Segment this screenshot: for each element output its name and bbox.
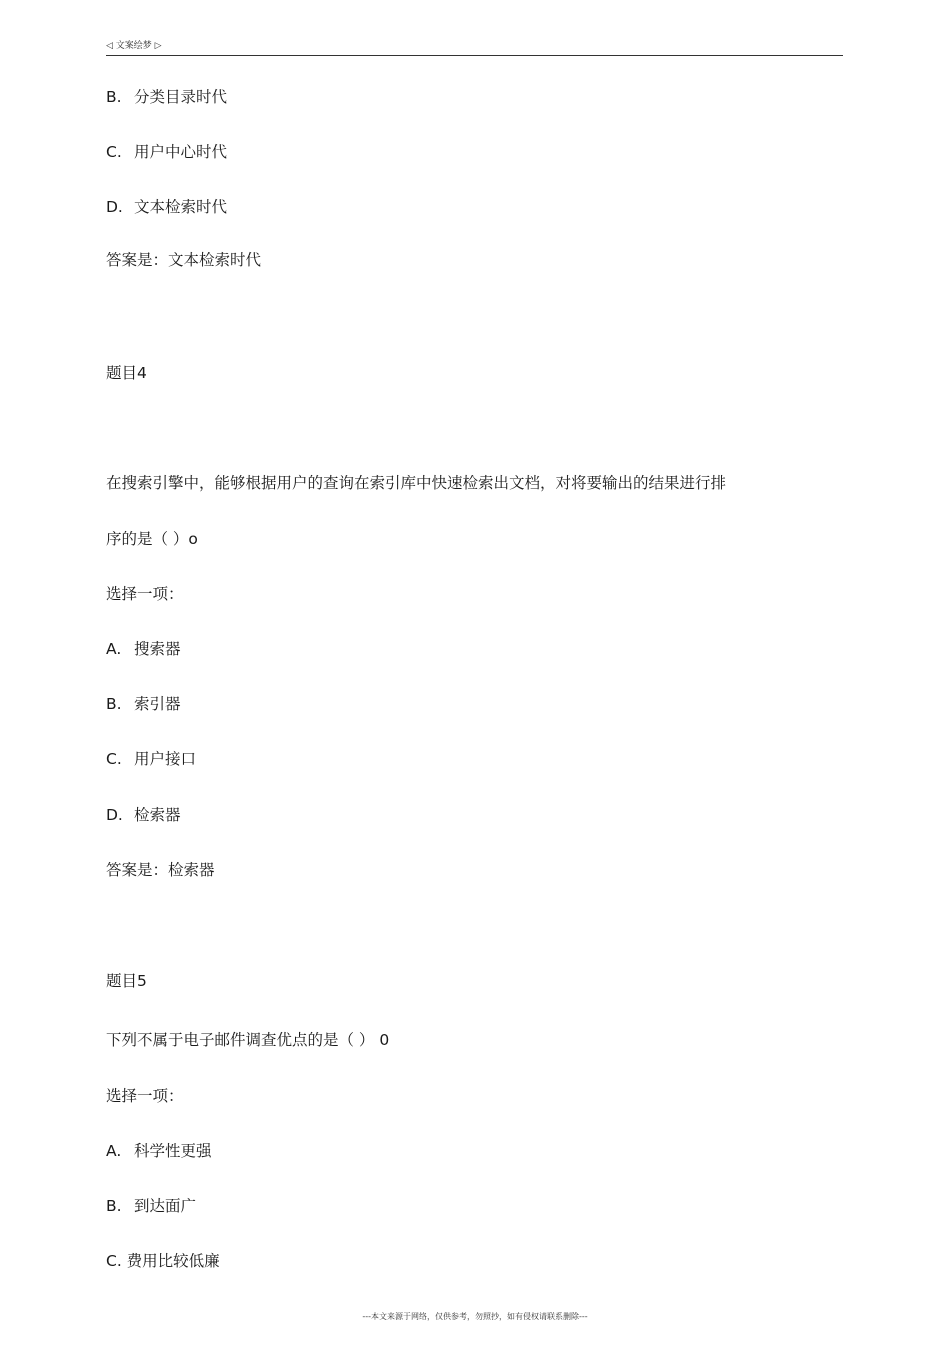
option-c[interactable] xyxy=(106,142,227,162)
option-text: 搜索器 xyxy=(134,640,181,658)
header-text: ◁ 文案绘梦 ▷ xyxy=(106,41,162,51)
option-letter: D. xyxy=(106,806,123,824)
option-letter: B. xyxy=(106,88,122,106)
option-b[interactable] xyxy=(106,1196,196,1216)
option-text: 分类目录时代 xyxy=(134,88,228,106)
option-letter: C. xyxy=(106,750,122,768)
question-stem-line2: 序的是（ ）o xyxy=(106,530,198,548)
question-title: 题目5 xyxy=(106,972,147,990)
question-stem-line1: 在搜索引擎中，能够根据用户的查询在索引库中快速检索出文档，对将要输出的结果进行排 xyxy=(106,474,727,492)
option-text: 用户接口 xyxy=(134,750,197,768)
option-letter: C. xyxy=(106,143,122,161)
question-title: 题目4 xyxy=(106,364,147,382)
option-a[interactable] xyxy=(106,1141,212,1161)
option-letter: D. xyxy=(106,198,123,216)
footer-disclaimer: ---本文来源于网络，仅供参考，勿照抄，如有侵权请联系删除--- xyxy=(362,1312,588,1321)
option-b[interactable] xyxy=(106,87,227,107)
option-text: 用户中心时代 xyxy=(134,143,228,161)
option-letter: A. xyxy=(106,1142,122,1160)
option-text: 索引器 xyxy=(134,695,181,713)
option-d[interactable] xyxy=(106,805,181,825)
answer-text: 答案是：检索器 xyxy=(106,861,215,879)
choose-one-prompt: 选择一项： xyxy=(106,1087,184,1105)
option-text: 文本检索时代 xyxy=(134,198,228,216)
page-header xyxy=(106,40,843,56)
option-text: 检索器 xyxy=(134,806,181,824)
choose-one-prompt: 选择一项： xyxy=(106,585,184,603)
option-b[interactable] xyxy=(106,694,181,714)
option-c[interactable]: C. 费用比较低廉 xyxy=(106,1252,220,1270)
question-stem: 下列不属于电子邮件调查优点的是（ ） 0 xyxy=(106,1031,390,1049)
answer-text: 答案是：文本检索时代 xyxy=(106,251,262,269)
option-d[interactable] xyxy=(106,197,227,217)
option-text: 科学性更强 xyxy=(134,1142,212,1160)
option-letter: B. xyxy=(106,695,122,713)
option-text: 到达面广 xyxy=(134,1197,197,1215)
option-c[interactable] xyxy=(106,749,196,769)
option-letter: A. xyxy=(106,640,122,658)
option-letter: B. xyxy=(106,1197,122,1215)
option-a[interactable] xyxy=(106,639,181,659)
